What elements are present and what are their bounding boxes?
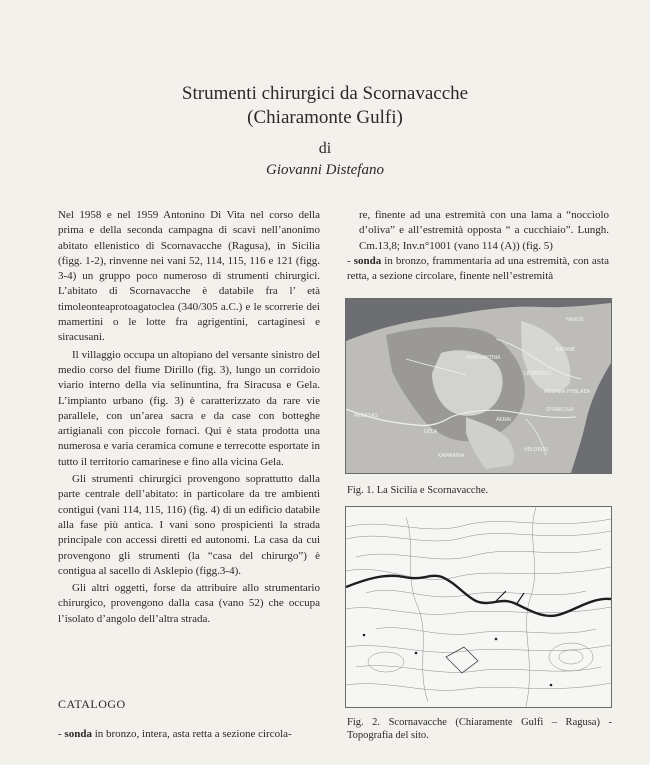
paragraph-2: Il villaggio occupa un altopiano del versante sinistro del medio corso del fiume Dirillo (fig. 3), lungo un corridoio viario interno della via selinuntina, fra Siracusa e Gela. L’impianto urbano (fig. 3) è caratterizzato da rare vie parallele, con un’area sacra e da case con botteghe artigianali con piccole fornaci. Qui è stata prodotta una numerosa e varia ceramica comune e terrecotte esportate in tutto il territorio camarinese e fino alla vicina Gela. [58,348,320,468]
catalog-entry-1-continuation: re, finente ad una estremità con una lama a “nocciolo d’oliva” e all’estremità opposta “ a cucchiaio”. Lungh. Cm.13,8; Inv.n°1001 (vano 114 (A)) (fig. 5) [359,209,609,252]
catalog-entry-2: - sonda in bronzo, frammentaria ad una estremità, con asta retta, a sezione circolare, finente nell’estremità [347,254,609,283]
map-label-morgantina: MORGANTINA [466,355,501,361]
figure-1-map [345,298,612,474]
topographic-map [346,507,611,707]
map-label-akrai: AKRAI [496,417,511,423]
map-label-megara: MEGARA HYBLAEA [544,389,591,395]
map-label-gela: GELA [424,429,438,435]
article-title-line-1: Strumenti chirurgici da Scornavacche [181,83,469,104]
map-label-syrakusai: SYRAKUSAI [546,407,574,413]
catalogo-heading: CATALOGO [58,697,126,711]
title-di: di [318,140,332,157]
map-label-akragas: AKRAGAS [354,413,378,419]
catalog-entry-1-term: sonda [64,728,92,740]
paragraph-4: Gli altri oggetti, forse da attribuire allo strumentario chirurgico, provengono dalla casa (vano 52) che occupa l’isolato d’angolo dell’altra strada. [58,582,320,625]
catalog-entry-1: - sonda in bronzo, intera, asta retta a sezione circola- [58,728,292,740]
catalog-entry-2-text: in bronzo, frammentaria ad una estremità, con asta retta, a sezione circolare, finente nell’estremità [347,254,609,283]
figure-2-caption: Fig. 2. Scornavacche (Chiaramente Gulfi – Ragusa) - Topografia del sito. [347,717,612,741]
map-label-naxos: NAXOS [566,317,584,323]
map-label-kamarina: KAMARINA [438,453,465,459]
map-label-katane: KATANE [556,347,576,353]
figure-2-topography [345,506,612,708]
article-title-line-2: (Chiaramonte Gulfi) [247,107,403,128]
paragraph-3: Gli strumenti chirurgici provengono soprattutto dalla parte centrale dell’abitato: in particolare da tre ambienti contigui (vani 114, 115, 116) (fig. 4) di un edificio databile alla fase più antica. I vani sono prospicienti la strada principale con accessi diretti ed autonomi. La casa da cui provengono gli strumenti (la “casa del chirurgo”) è contigua al sacello di Asklepio (figg.3-4). [58,473,320,577]
figure-1-caption: Fig. 1. La Sicilia e Scornavacche. [347,485,489,496]
sicily-map [346,299,611,473]
author-name: Giovanni Distefano [266,162,384,178]
catalog-entry-2-term: sonda [353,254,382,267]
right-column [347,208,609,284]
catalog-entry-1-text: in bronzo, intera, asta retta a sezione circola- [91,728,292,740]
map-label-leontinoi: LEONTINOI [524,371,552,377]
map-label-heloros: HELOROS [524,447,549,453]
paragraph-1: Nel 1958 e nel 1959 Antonino Di Vita nel corso della prima e della seconda campagna di scavi nell’anonimo abitato ellenistico di Scornavacche (Ragusa), in Sicilia (figg. 1-2), rinvenne nei vani 52, 114, 115, 116 e 121 (figg. 3-4) un gruppo poco numeroso di strumenti chirurgici. L’abitato di Scornavacche è databile fra l’ età timoleonteaprotoagatoclea (340/305 a.C.) e le scorrerie dei mamertini o le lotte fra agrigentini, cartaginesi e siracusani. [58,209,320,344]
left-column [58,208,320,627]
title-block [0,82,650,180]
